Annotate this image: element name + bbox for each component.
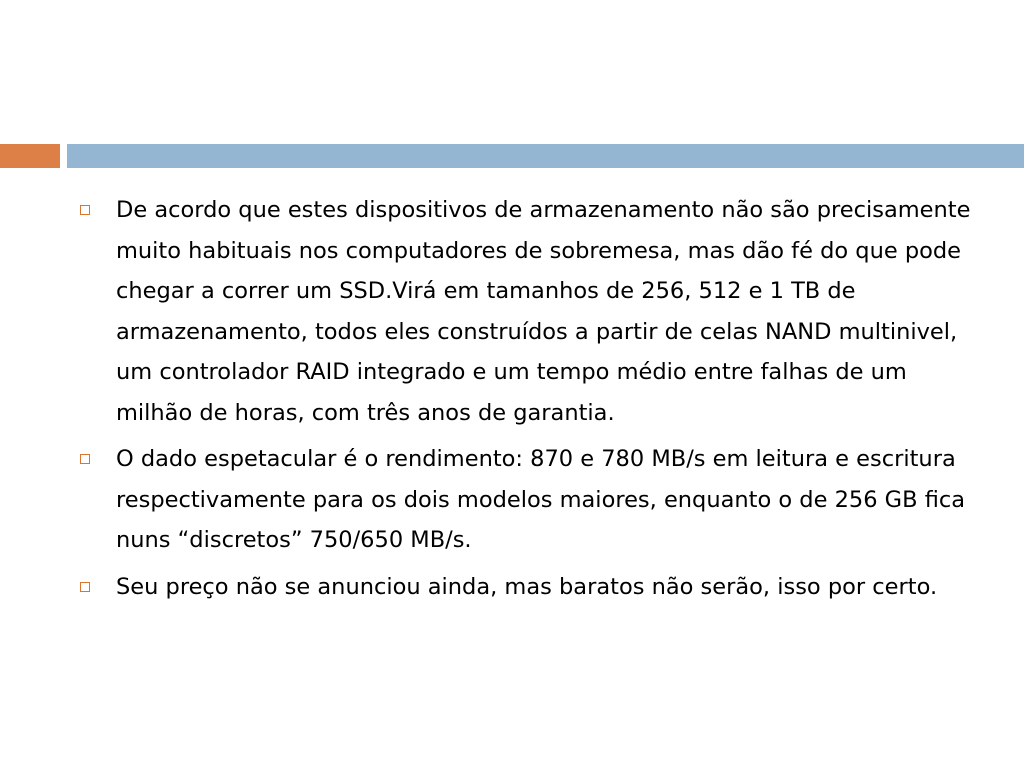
header-accent-bar-blue — [67, 144, 1024, 168]
header-accent-bar-orange — [0, 144, 60, 168]
bullet-list — [80, 190, 985, 613]
bullet-item-3 — [80, 567, 985, 608]
bullet-text-2: O dado espetacular é o rendimento: 870 e 780 MB/s em leitura e escritura respectivamente para os dois modelos maiores, enquanto o de 256 GB fica nuns “discretos” 750/650 MB/s. — [116, 446, 966, 553]
square-bullet-icon — [80, 582, 90, 592]
bullet-item-2 — [80, 439, 985, 561]
bullet-item-1 — [80, 190, 985, 433]
bullet-text-3: Seu preço não se anunciou ainda, mas baratos não serão, isso por certo. — [116, 573, 938, 600]
square-bullet-icon — [80, 205, 90, 215]
square-bullet-icon — [80, 454, 90, 464]
bullet-text-1: De acordo que estes dispositivos de armazenamento não são precisamente muito habituais nos computadores de sobremesa, mas dão fé do que pode chegar a correr um SSD.Virá em tamanhos de 256, 512 e 1 TB de armazenamento, todos eles construídos a partir de celas NAND multinivel, um controlador RAID integrado e um tempo médio entre falhas de um milhão de horas, com três anos de garantia. — [116, 197, 971, 426]
